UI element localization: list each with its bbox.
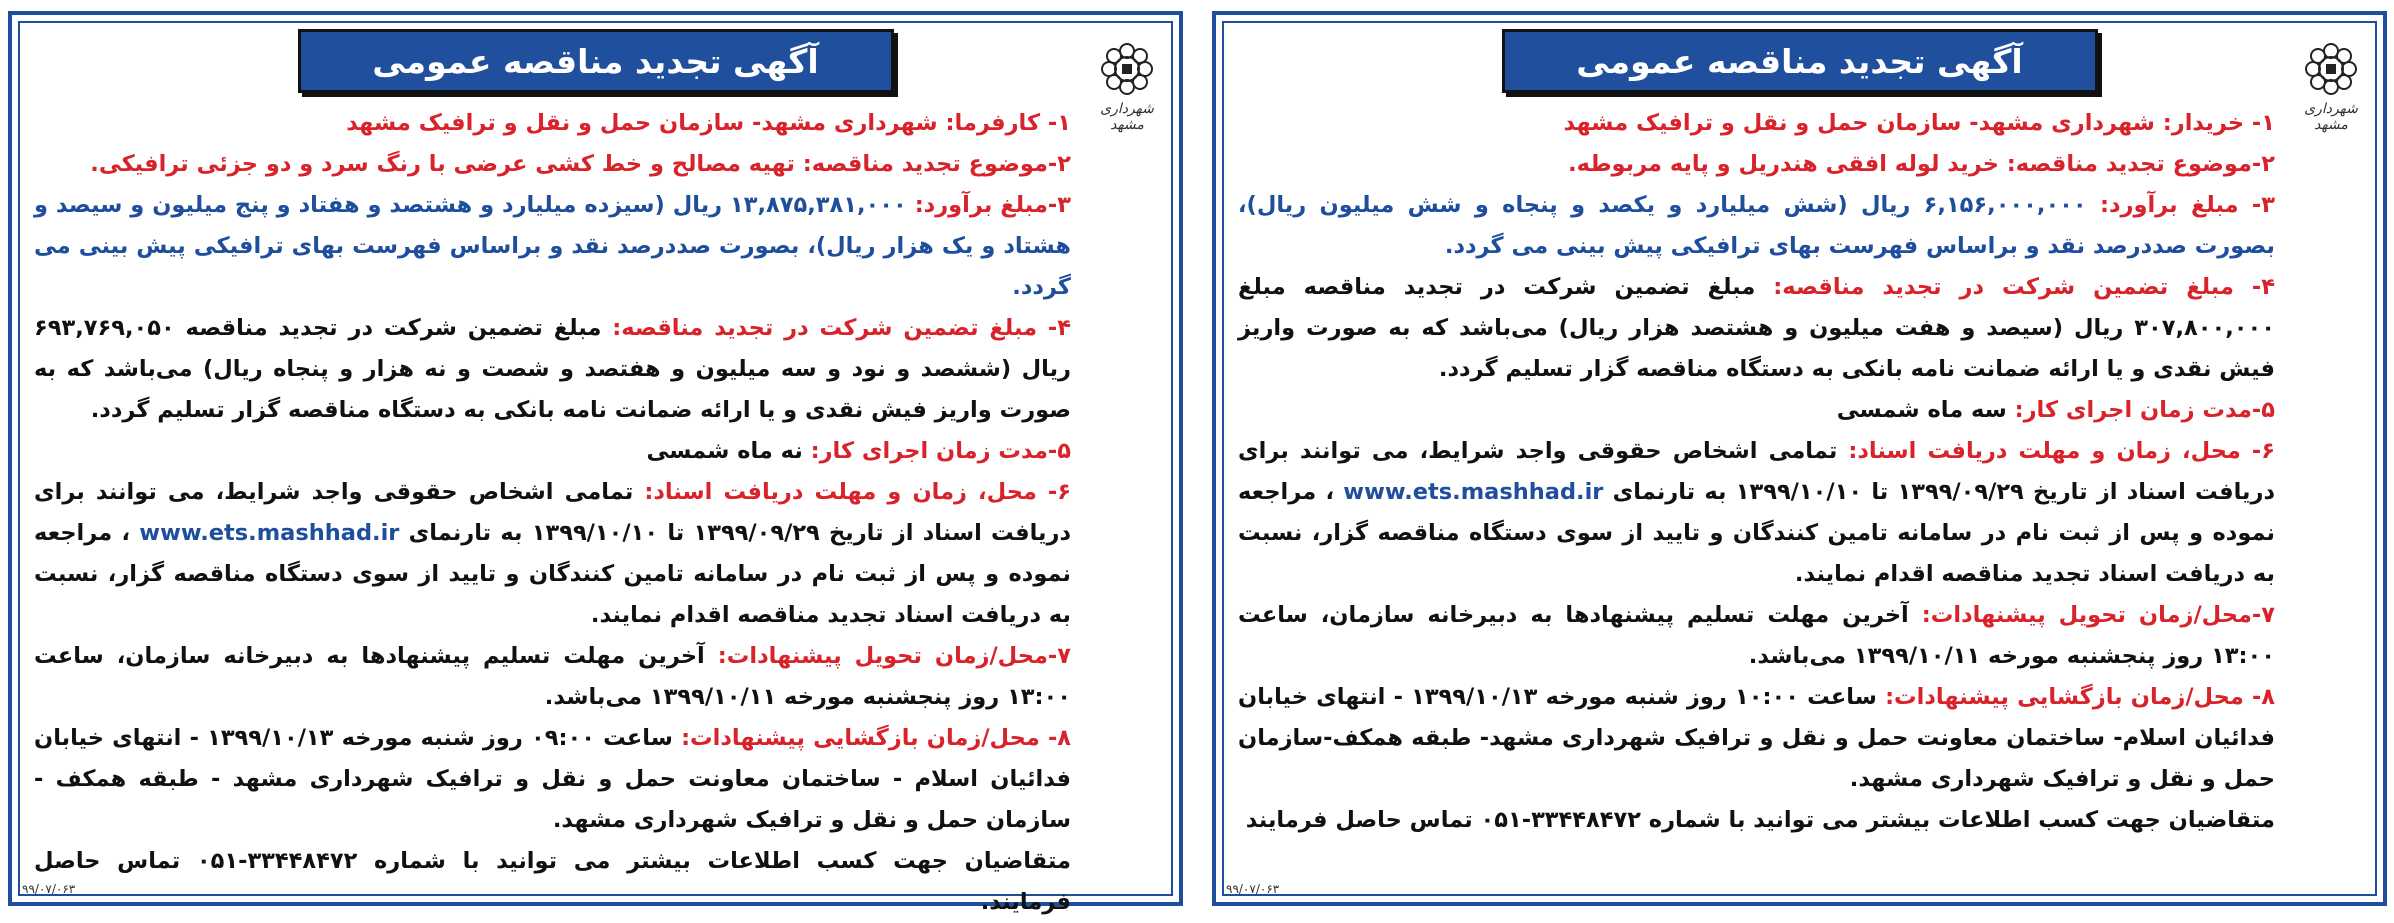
notice-item (34, 636, 1071, 718)
item-label: ۶- محل، زمان و مهلت دریافت اسناد: (644, 479, 1071, 505)
notice-item (34, 472, 1071, 636)
notice-item (34, 103, 1071, 144)
item-text: خرید لوله افقی هندریل و پایه مربوطه. (1568, 151, 2007, 177)
item-label: ۴- مبلغ تضمین شرکت در تجدید مناقصه: (612, 315, 1071, 341)
notice-item (1238, 103, 2275, 144)
municipality-emblem-icon (1097, 39, 1157, 99)
item-text-after: ، مراجعه نموده و پس از ثبت نام در سامانه تامین کنندگان و تایید از سوی دستگاه مناقصه گزار، نسبت به دریافت اسناد تجدید مناقصه اقدام نمایند. (1238, 479, 2275, 587)
notice-item (34, 308, 1071, 431)
notice-item (1238, 595, 2275, 677)
item-text: متقاضیان جهت کسب اطلاعات بیشتر می توانید با شماره ۳۳۴۴۸۴۷۲-۰۵۱ تماس حاصل فرمایند. (34, 848, 1071, 915)
item-label: ۳- مبلغ برآورد: (2099, 192, 2275, 218)
item-label: ۶- محل، زمان و مهلت دریافت اسناد: (1848, 438, 2275, 464)
notice-item (34, 185, 1071, 308)
tender-notice-left (8, 11, 1183, 915)
notice-item (1238, 390, 2275, 431)
notice-item (34, 144, 1071, 185)
item-label: ۲-موضوع تجدید مناقصه: (802, 151, 1071, 177)
item-label: ۷-محل/زمان تحویل پیشنهادات: (1921, 602, 2275, 628)
item-label: ۵-مدت زمان اجرای کار: (810, 438, 1071, 464)
item-label: ۳-مبلغ برآورد: (914, 192, 1071, 218)
item-label: ۱- کارفرما: (945, 110, 1071, 136)
item-text: ساعت ۰۹:۰۰ روز شنبه مورخه ۱۳۹۹/۱۰/۱۳ - انتهای خیابان فدائیان اسلام - ساختمان معاونت حمل و نقل و ترافیک شهرداری مشهد - طبقه همکف - سازمان حمل و نقل و ترافیک شهرداری مشهد. (34, 725, 1071, 833)
notice-item (1238, 144, 2275, 185)
notice-item (34, 841, 1071, 923)
notice-body (1238, 103, 2275, 868)
item-text: شهرداری مشهد- سازمان حمل و نقل و ترافیک مشهد (346, 110, 946, 136)
item-text: تمامی اشخاص حقوقی واجد شرایط، می توانند برای دریافت اسناد از تاریخ ۱۳۹۹/۰۹/۲۹ تا ۱۳۹۹/۱۰/۱۰ به تارنمای (34, 479, 1071, 546)
item-label: ۷-محل/زمان تحویل پیشنهادات: (717, 643, 1071, 669)
notice-title: آگهی تجدید مناقصه عمومی (1502, 29, 2098, 93)
logo-caption: شهرداری مشهد (2304, 101, 2358, 133)
notice-code: ۹۹/۰۷/۰۶۳ (22, 882, 76, 896)
notice-item (1238, 677, 2275, 800)
item-label: ۸- محل/زمان بازگشایی پیشنهادات: (1885, 684, 2276, 710)
notice-item (1238, 800, 2275, 841)
item-label: ۸- محل/زمان بازگشایی پیشنهادات: (681, 725, 1072, 751)
website-link[interactable]: www.ets.mashhad.ir (1343, 479, 1604, 505)
item-text: مبلغ تضمین شرکت در تجدید مناقصه ۶۹۳,۷۶۹,۰۵۰ ریال (ششصد و نود و سه میلیون و هفتصد و شصت و نه هزار و پنجاه ریال) می‌باشد که به صورت واریز فیش نقدی و یا ارائه ضمانت نامه بانکی به دستگاه مناقصه گزار تسلیم گردد. (34, 315, 1071, 423)
item-text: ۱۳,۸۷۵,۳۸۱,۰۰۰ ریال (سیزده میلیارد و هشتصد و هفتاد و پنج میلیون و سیصد و هشتاد و یک هزار ریال)، بصورت صددرصد نقد و براساس فهرست بهای ترافیکی پیش بینی می گردد. (34, 192, 1071, 300)
item-label: ۵-مدت زمان اجرای کار: (2014, 397, 2275, 423)
notice-title: آگهی تجدید مناقصه عمومی (298, 29, 894, 93)
item-label: ۱- خریدار: (2162, 110, 2275, 136)
item-text: آخرین مهلت تسلیم پیشنهادها به دبیرخانه سازمان، ساعت ۱۳:۰۰ روز پنجشنبه مورخه ۱۳۹۹/۱۰/۱۱ می‌باشد. (1238, 602, 2275, 669)
notice-item (1238, 431, 2275, 595)
item-text: شهرداری مشهد- سازمان حمل و نقل و ترافیک مشهد (1563, 110, 2163, 136)
item-text: نه ماه شمسی (646, 438, 811, 464)
notice-item (34, 431, 1071, 472)
logo-caption: شهرداری مشهد (1100, 101, 1154, 133)
tender-notice-right (1212, 11, 2387, 906)
item-label: ۴- مبلغ تضمین شرکت در تجدید مناقصه: (1773, 274, 2275, 300)
item-text: ۶,۱۵۶,۰۰۰,۰۰۰ ریال (شش میلیارد و یکصد و پنجاه و شش میلیون ریال)، بصورت صددرصد نقد و براساس فهرست بهای ترافیکی پیش بینی می گردد. (1238, 192, 2275, 259)
item-text: مبلغ تضمین شرکت در تجدید مناقصه مبلغ ۳۰۷,۸۰۰,۰۰۰ ریال (سیصد و هفت میلیون و هشتصد هزار ریال) می‌باشد که به صورت واریز فیش نقدی و یا ارائه ضمانت نامه بانکی به دستگاه مناقصه گزار تسلیم گردد. (1238, 274, 2275, 382)
notice-item (1238, 267, 2275, 390)
item-label: ۲-موضوع تجدید مناقصه: (2006, 151, 2275, 177)
item-text: سه ماه شمسی (1836, 397, 2015, 423)
website-link[interactable]: www.ets.mashhad.ir (139, 520, 400, 546)
municipality-emblem-icon (2301, 39, 2361, 99)
notice-code: ۹۹/۰۷/۰۶۳ (1226, 882, 1280, 896)
item-text-after: ، مراجعه نموده و پس از ثبت نام در سامانه تامین کنندگان و تایید از سوی دستگاه مناقصه گزار، نسبت به دریافت اسناد تجدید مناقصه اقدام نمایند. (34, 520, 1071, 628)
mashhad-municipality-logo (2297, 39, 2365, 139)
item-text: ساعت ۱۰:۰۰ روز شنبه مورخه ۱۳۹۹/۱۰/۱۳ - انتهای خیابان فدائیان اسلام- ساختمان معاونت حمل و نقل و ترافیک شهرداری مشهد- طبقه همکف-سازمان حمل و نقل و ترافیک شهرداری مشهد. (1238, 684, 2275, 792)
notice-item (1238, 185, 2275, 267)
item-text: تهیه مصالح و خط کشی عرضی با رنگ سرد و دو جزئی ترافیکی. (90, 151, 803, 177)
notice-item (34, 718, 1071, 841)
item-text: آخرین مهلت تسلیم پیشنهادها به دبیرخانه سازمان، ساعت ۱۳:۰۰ روز پنجشنبه مورخه ۱۳۹۹/۱۰/۱۱ می‌باشد. (34, 643, 1071, 710)
mashhad-municipality-logo (1093, 39, 1161, 139)
item-text: تمامی اشخاص حقوقی واجد شرایط، می توانند برای دریافت اسناد از تاریخ ۱۳۹۹/۰۹/۲۹ تا ۱۳۹۹/۱۰/۱۰ به تارنمای (1238, 438, 2275, 505)
item-text: متقاضیان جهت کسب اطلاعات بیشتر می توانید با شماره ۳۳۴۴۸۴۷۲-۰۵۱ تماس حاصل فرمایند (1245, 807, 2275, 833)
